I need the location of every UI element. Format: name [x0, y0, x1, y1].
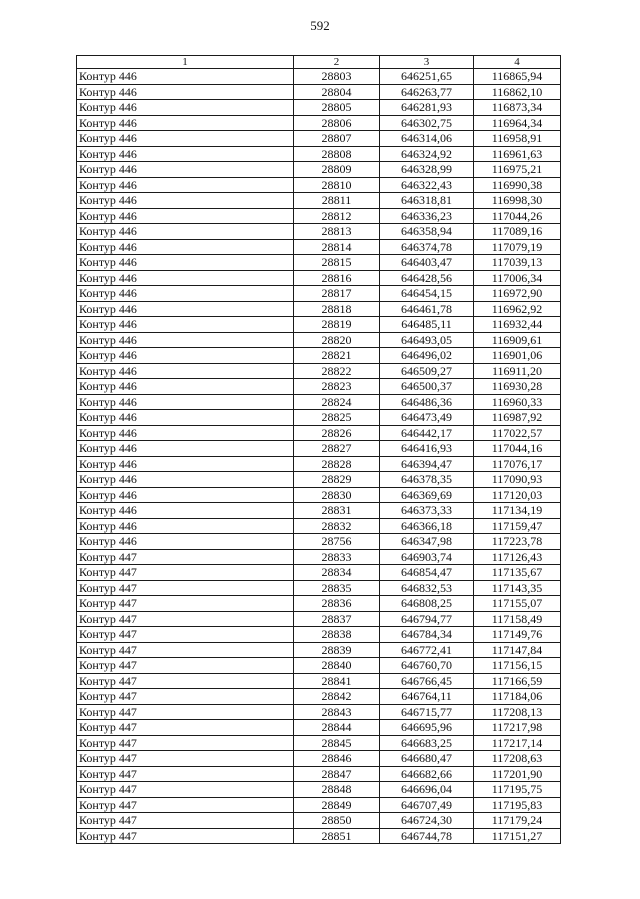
y-coordinate-cell: 117044,16	[474, 441, 561, 457]
contour-name-cell: Контур 447	[77, 735, 294, 751]
table-row	[77, 611, 561, 627]
y-coordinate-cell: 117217,14	[474, 735, 561, 751]
table-row	[77, 642, 561, 658]
contour-name-cell: Контур 446	[77, 100, 294, 116]
x-coordinate-cell: 646794,77	[380, 611, 474, 627]
y-coordinate-cell: 117079,19	[474, 239, 561, 255]
table-row	[77, 100, 561, 116]
point-number-cell: 28850	[294, 813, 380, 829]
contour-name-cell: Контур 446	[77, 84, 294, 100]
y-coordinate-cell: 117208,63	[474, 751, 561, 767]
y-coordinate-cell: 116873,34	[474, 100, 561, 116]
y-coordinate-cell: 117208,13	[474, 704, 561, 720]
point-number-cell: 28828	[294, 456, 380, 472]
point-number-cell: 28834	[294, 565, 380, 581]
y-coordinate-cell: 117089,16	[474, 224, 561, 240]
y-coordinate-cell: 117076,17	[474, 456, 561, 472]
point-number-cell: 28842	[294, 689, 380, 705]
x-coordinate-cell: 646715,77	[380, 704, 474, 720]
table-row	[77, 487, 561, 503]
y-coordinate-cell: 117179,24	[474, 813, 561, 829]
contour-name-cell: Контур 447	[77, 751, 294, 767]
y-coordinate-cell: 116972,90	[474, 286, 561, 302]
column-header-4: 4	[474, 56, 561, 69]
x-coordinate-cell: 646378,35	[380, 472, 474, 488]
x-coordinate-cell: 646374,78	[380, 239, 474, 255]
contour-name-cell: Контур 446	[77, 487, 294, 503]
contour-name-cell: Контур 447	[77, 658, 294, 674]
table-row	[77, 239, 561, 255]
contour-name-cell: Контур 446	[77, 410, 294, 426]
contour-name-cell: Контур 446	[77, 193, 294, 209]
contour-name-cell: Контур 446	[77, 115, 294, 131]
contour-name-cell: Контур 446	[77, 270, 294, 286]
table-body	[77, 69, 561, 844]
y-coordinate-cell: 117195,83	[474, 797, 561, 813]
table-row	[77, 813, 561, 829]
x-coordinate-cell: 646428,56	[380, 270, 474, 286]
point-number-cell: 28804	[294, 84, 380, 100]
y-coordinate-cell: 116865,94	[474, 69, 561, 85]
x-coordinate-cell: 646358,94	[380, 224, 474, 240]
contour-name-cell: Контур 447	[77, 782, 294, 798]
point-number-cell: 28831	[294, 503, 380, 519]
table-row	[77, 704, 561, 720]
table-row	[77, 565, 561, 581]
table-row	[77, 828, 561, 844]
table-row	[77, 69, 561, 85]
y-coordinate-cell: 116862,10	[474, 84, 561, 100]
y-coordinate-cell: 117155,07	[474, 596, 561, 612]
table-row	[77, 658, 561, 674]
contour-name-cell: Контур 446	[77, 456, 294, 472]
page-number: 592	[310, 18, 330, 33]
point-number-cell: 28810	[294, 177, 380, 193]
x-coordinate-cell: 646496,02	[380, 348, 474, 364]
column-header-1: 1	[77, 56, 294, 69]
point-number-cell: 28806	[294, 115, 380, 131]
x-coordinate-cell: 646766,45	[380, 673, 474, 689]
y-coordinate-cell: 116998,30	[474, 193, 561, 209]
table-row	[77, 84, 561, 100]
table-row	[77, 782, 561, 798]
x-coordinate-cell: 646302,75	[380, 115, 474, 131]
column-header-3: 3	[380, 56, 474, 69]
y-coordinate-cell: 116987,92	[474, 410, 561, 426]
contour-name-cell: Контур 447	[77, 720, 294, 736]
y-coordinate-cell: 117156,15	[474, 658, 561, 674]
point-number-cell: 28840	[294, 658, 380, 674]
point-number-cell: 28832	[294, 518, 380, 534]
x-coordinate-cell: 646347,98	[380, 534, 474, 550]
x-coordinate-cell: 646680,47	[380, 751, 474, 767]
point-number-cell: 28818	[294, 301, 380, 317]
point-number-cell: 28813	[294, 224, 380, 240]
point-number-cell: 28843	[294, 704, 380, 720]
y-coordinate-cell: 117195,75	[474, 782, 561, 798]
y-coordinate-cell: 116930,28	[474, 379, 561, 395]
x-coordinate-cell: 646373,33	[380, 503, 474, 519]
table-row	[77, 549, 561, 565]
point-number-cell: 28815	[294, 255, 380, 271]
point-number-cell: 28845	[294, 735, 380, 751]
point-number-cell: 28830	[294, 487, 380, 503]
y-coordinate-cell: 116901,06	[474, 348, 561, 364]
contour-name-cell: Контур 446	[77, 441, 294, 457]
x-coordinate-cell: 646696,04	[380, 782, 474, 798]
x-coordinate-cell: 646695,96	[380, 720, 474, 736]
point-number-cell: 28846	[294, 751, 380, 767]
x-coordinate-cell: 646784,34	[380, 627, 474, 643]
table-row	[77, 735, 561, 751]
contour-name-cell: Контур 446	[77, 518, 294, 534]
table-row	[77, 115, 561, 131]
point-number-cell: 28829	[294, 472, 380, 488]
x-coordinate-cell: 646485,11	[380, 317, 474, 333]
point-number-cell: 28848	[294, 782, 380, 798]
contour-name-cell: Контур 447	[77, 627, 294, 643]
point-number-cell: 28836	[294, 596, 380, 612]
y-coordinate-cell: 117044,26	[474, 208, 561, 224]
y-coordinate-cell: 116990,38	[474, 177, 561, 193]
table-row	[77, 410, 561, 426]
contour-name-cell: Контур 446	[77, 317, 294, 333]
y-coordinate-cell: 117217,98	[474, 720, 561, 736]
contour-name-cell: Контур 446	[77, 239, 294, 255]
x-coordinate-cell: 646808,25	[380, 596, 474, 612]
y-coordinate-cell: 116958,91	[474, 131, 561, 147]
contour-name-cell: Контур 446	[77, 131, 294, 147]
table-row	[77, 518, 561, 534]
x-coordinate-cell: 646764,11	[380, 689, 474, 705]
x-coordinate-cell: 646707,49	[380, 797, 474, 813]
x-coordinate-cell: 646369,69	[380, 487, 474, 503]
y-coordinate-cell: 117006,34	[474, 270, 561, 286]
point-number-cell: 28816	[294, 270, 380, 286]
y-coordinate-cell: 117201,90	[474, 766, 561, 782]
table-row	[77, 425, 561, 441]
column-header-2: 2	[294, 56, 380, 69]
table-row	[77, 766, 561, 782]
point-number-cell: 28756	[294, 534, 380, 550]
table-row	[77, 177, 561, 193]
contour-name-cell: Контур 446	[77, 69, 294, 85]
x-coordinate-cell: 646442,17	[380, 425, 474, 441]
x-coordinate-cell: 646251,65	[380, 69, 474, 85]
x-coordinate-cell: 646394,47	[380, 456, 474, 472]
y-coordinate-cell: 117151,27	[474, 828, 561, 844]
y-coordinate-cell: 116911,20	[474, 363, 561, 379]
y-coordinate-cell: 117090,93	[474, 472, 561, 488]
contour-name-cell: Контур 446	[77, 146, 294, 162]
x-coordinate-cell: 646493,05	[380, 332, 474, 348]
x-coordinate-cell: 646403,47	[380, 255, 474, 271]
point-number-cell: 28821	[294, 348, 380, 364]
contour-name-cell: Контур 446	[77, 224, 294, 240]
table-row	[77, 797, 561, 813]
x-coordinate-cell: 646473,49	[380, 410, 474, 426]
table-row	[77, 224, 561, 240]
y-coordinate-cell: 117135,67	[474, 565, 561, 581]
table-row	[77, 255, 561, 271]
table-row	[77, 146, 561, 162]
point-number-cell: 28833	[294, 549, 380, 565]
point-number-cell: 28808	[294, 146, 380, 162]
x-coordinate-cell: 646336,23	[380, 208, 474, 224]
table-row	[77, 363, 561, 379]
table-row	[77, 503, 561, 519]
contour-name-cell: Контур 446	[77, 394, 294, 410]
contour-name-cell: Контур 447	[77, 549, 294, 565]
y-coordinate-cell: 117143,35	[474, 580, 561, 596]
point-number-cell: 28817	[294, 286, 380, 302]
y-coordinate-cell: 117166,59	[474, 673, 561, 689]
point-number-cell: 28820	[294, 332, 380, 348]
x-coordinate-cell: 646314,06	[380, 131, 474, 147]
table-row	[77, 270, 561, 286]
contour-name-cell: Контур 446	[77, 534, 294, 550]
contour-name-cell: Контур 447	[77, 704, 294, 720]
point-number-cell: 28827	[294, 441, 380, 457]
x-coordinate-cell: 646263,77	[380, 84, 474, 100]
table-row	[77, 580, 561, 596]
y-coordinate-cell: 116960,33	[474, 394, 561, 410]
x-coordinate-cell: 646724,30	[380, 813, 474, 829]
contour-name-cell: Контур 446	[77, 472, 294, 488]
table-row	[77, 673, 561, 689]
y-coordinate-cell: 117134,19	[474, 503, 561, 519]
x-coordinate-cell: 646328,99	[380, 162, 474, 178]
table-row	[77, 689, 561, 705]
table-row	[77, 441, 561, 457]
point-number-cell: 28803	[294, 69, 380, 85]
x-coordinate-cell: 646281,93	[380, 100, 474, 116]
point-number-cell: 28835	[294, 580, 380, 596]
x-coordinate-cell: 646318,81	[380, 193, 474, 209]
x-coordinate-cell: 646854,47	[380, 565, 474, 581]
point-number-cell: 28825	[294, 410, 380, 426]
x-coordinate-cell: 646772,41	[380, 642, 474, 658]
contour-name-cell: Контур 447	[77, 642, 294, 658]
x-coordinate-cell: 646903,74	[380, 549, 474, 565]
contour-name-cell: Контур 446	[77, 363, 294, 379]
x-coordinate-cell: 646744,78	[380, 828, 474, 844]
table-row	[77, 472, 561, 488]
point-number-cell: 28812	[294, 208, 380, 224]
point-number-cell: 28824	[294, 394, 380, 410]
x-coordinate-cell: 646366,18	[380, 518, 474, 534]
table-row	[77, 348, 561, 364]
y-coordinate-cell: 116962,92	[474, 301, 561, 317]
y-coordinate-cell: 117149,76	[474, 627, 561, 643]
x-coordinate-cell: 646832,53	[380, 580, 474, 596]
point-number-cell: 28847	[294, 766, 380, 782]
contour-name-cell: Контур 447	[77, 673, 294, 689]
table-row	[77, 131, 561, 147]
point-number-cell: 28823	[294, 379, 380, 395]
table-row	[77, 332, 561, 348]
table-row	[77, 394, 561, 410]
x-coordinate-cell: 646324,92	[380, 146, 474, 162]
point-number-cell: 28849	[294, 797, 380, 813]
y-coordinate-cell: 116964,34	[474, 115, 561, 131]
table-header	[77, 56, 561, 69]
point-number-cell: 28826	[294, 425, 380, 441]
contour-name-cell: Контур 446	[77, 286, 294, 302]
table-row	[77, 596, 561, 612]
contour-name-cell: Контур 447	[77, 689, 294, 705]
x-coordinate-cell: 646461,78	[380, 301, 474, 317]
x-coordinate-cell: 646500,37	[380, 379, 474, 395]
y-coordinate-cell: 117158,49	[474, 611, 561, 627]
contour-name-cell: Контур 446	[77, 332, 294, 348]
contour-name-cell: Контур 447	[77, 580, 294, 596]
y-coordinate-cell: 116909,61	[474, 332, 561, 348]
table-row	[77, 301, 561, 317]
y-coordinate-cell: 117126,43	[474, 549, 561, 565]
point-number-cell: 28811	[294, 193, 380, 209]
point-number-cell: 28839	[294, 642, 380, 658]
x-coordinate-cell: 646454,15	[380, 286, 474, 302]
y-coordinate-cell: 117223,78	[474, 534, 561, 550]
contour-name-cell: Контур 447	[77, 596, 294, 612]
header-row	[77, 56, 561, 69]
y-coordinate-cell: 116975,21	[474, 162, 561, 178]
table-row	[77, 317, 561, 333]
table-row	[77, 751, 561, 767]
x-coordinate-cell: 646509,27	[380, 363, 474, 379]
contour-name-cell: Контур 447	[77, 797, 294, 813]
table-row	[77, 208, 561, 224]
y-coordinate-cell: 116961,63	[474, 146, 561, 162]
y-coordinate-cell: 116932,44	[474, 317, 561, 333]
table-row	[77, 456, 561, 472]
x-coordinate-cell: 646760,70	[380, 658, 474, 674]
y-coordinate-cell: 117120,03	[474, 487, 561, 503]
contour-name-cell: Контур 446	[77, 348, 294, 364]
point-number-cell: 28838	[294, 627, 380, 643]
table-row	[77, 627, 561, 643]
y-coordinate-cell: 117039,13	[474, 255, 561, 271]
table-row	[77, 720, 561, 736]
x-coordinate-cell: 646416,93	[380, 441, 474, 457]
point-number-cell: 28822	[294, 363, 380, 379]
point-number-cell: 28809	[294, 162, 380, 178]
y-coordinate-cell: 117184,06	[474, 689, 561, 705]
table-row	[77, 193, 561, 209]
point-number-cell: 28841	[294, 673, 380, 689]
contour-name-cell: Контур 447	[77, 611, 294, 627]
contour-name-cell: Контур 447	[77, 828, 294, 844]
coordinates-table	[76, 55, 561, 844]
table-row	[77, 379, 561, 395]
point-number-cell: 28851	[294, 828, 380, 844]
point-number-cell: 28844	[294, 720, 380, 736]
point-number-cell: 28837	[294, 611, 380, 627]
x-coordinate-cell: 646682,66	[380, 766, 474, 782]
y-coordinate-cell: 117159,47	[474, 518, 561, 534]
x-coordinate-cell: 646322,43	[380, 177, 474, 193]
contour-name-cell: Контур 447	[77, 766, 294, 782]
contour-name-cell: Контур 446	[77, 255, 294, 271]
contour-name-cell: Контур 446	[77, 208, 294, 224]
contour-name-cell: Контур 446	[77, 162, 294, 178]
y-coordinate-cell: 117147,84	[474, 642, 561, 658]
contour-name-cell: Контур 446	[77, 503, 294, 519]
table-row	[77, 534, 561, 550]
table-row	[77, 286, 561, 302]
contour-name-cell: Контур 446	[77, 425, 294, 441]
contour-name-cell: Контур 446	[77, 177, 294, 193]
table-row	[77, 162, 561, 178]
point-number-cell: 28819	[294, 317, 380, 333]
contour-name-cell: Контур 447	[77, 813, 294, 829]
x-coordinate-cell: 646683,25	[380, 735, 474, 751]
contour-name-cell: Контур 446	[77, 301, 294, 317]
point-number-cell: 28805	[294, 100, 380, 116]
x-coordinate-cell: 646486,36	[380, 394, 474, 410]
contour-name-cell: Контур 447	[77, 565, 294, 581]
y-coordinate-cell: 117022,57	[474, 425, 561, 441]
contour-name-cell: Контур 446	[77, 379, 294, 395]
point-number-cell: 28814	[294, 239, 380, 255]
point-number-cell: 28807	[294, 131, 380, 147]
